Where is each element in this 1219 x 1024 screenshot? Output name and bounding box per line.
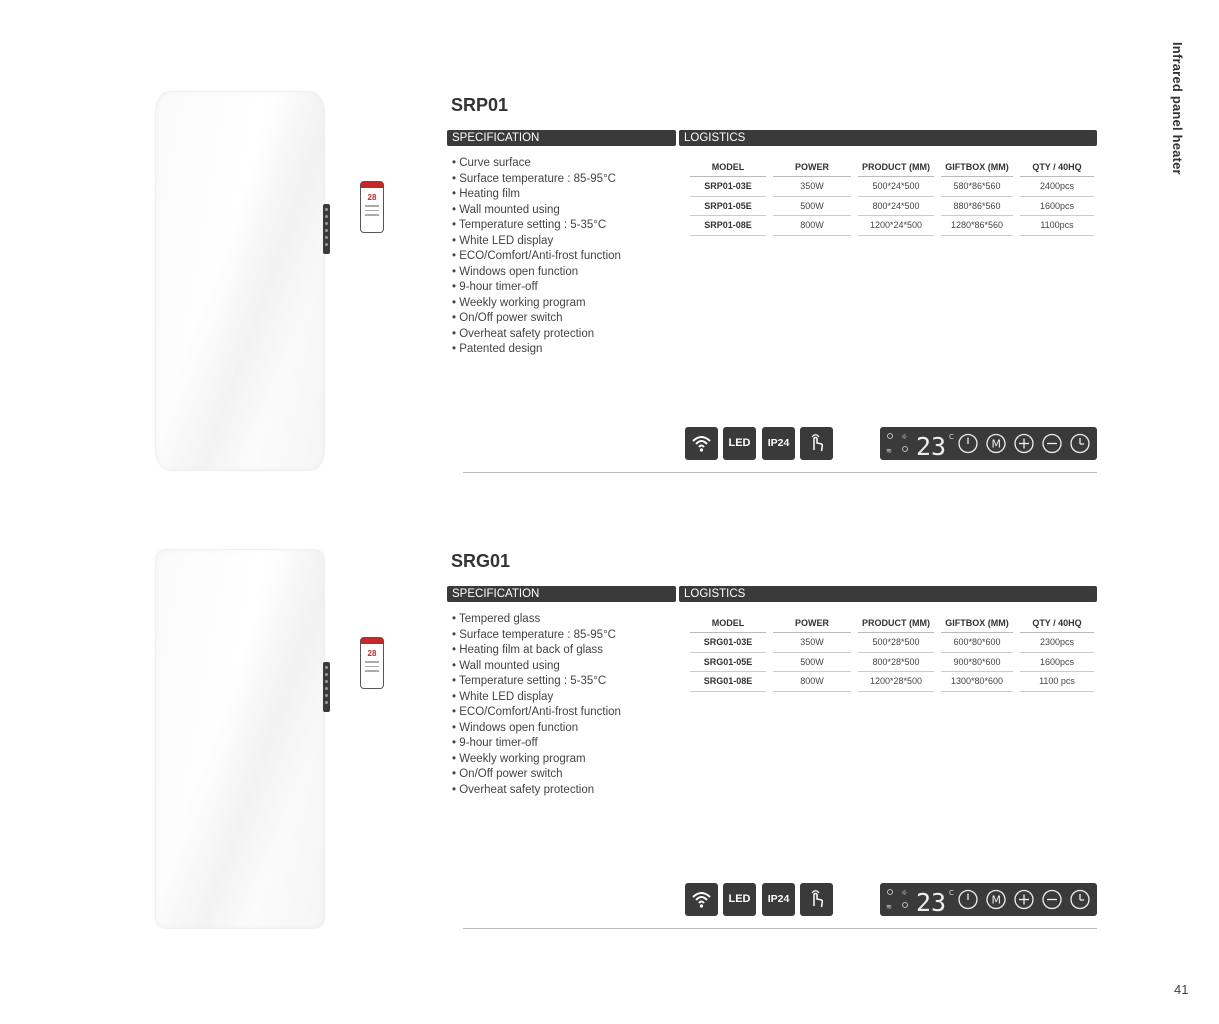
table-cell: SRP01-08E [690, 216, 766, 236]
table-cell: 900*80*600 [941, 653, 1013, 673]
spec-item: • Surface temperature : 85-95°C [452, 172, 621, 188]
spec-item: • On/Off power switch [452, 767, 621, 783]
spec-list [452, 612, 621, 798]
column-header: PRODUCT (MM) [858, 614, 934, 633]
phone-app-icon [360, 637, 384, 689]
table-cell: 800W [773, 672, 851, 692]
heater-image [156, 550, 324, 928]
spec-item: • Temperature setting : 5-35°C [452, 218, 621, 234]
table-cell: 1200*24*500 [858, 216, 934, 236]
spec-item: • 9-hour timer-off [452, 736, 621, 752]
led-badge: LED [723, 427, 756, 460]
model-title: SRP01 [451, 95, 509, 115]
table-row [690, 653, 1094, 673]
spec-item: • Patented design [452, 342, 621, 358]
table-cell: SRG01-03E [690, 633, 766, 653]
column-header: QTY / 40HQ [1020, 614, 1094, 633]
phone-temp: 28 [367, 193, 377, 202]
table-cell: 500W [773, 197, 851, 217]
table-cell: 1300*80*600 [941, 672, 1013, 692]
spec-item: • White LED display [452, 690, 621, 706]
table-cell: 600*80*600 [941, 633, 1013, 653]
svg-text:☼: ☼ [901, 889, 908, 897]
spec-item: • Heating film [452, 187, 621, 203]
spec-item: • Weekly working program [452, 752, 621, 768]
spec-item: • Overheat safety protection [452, 783, 621, 799]
phone-temp: 28 [367, 649, 377, 658]
table-header-row [690, 614, 1094, 633]
table-cell: 800*28*500 [858, 653, 934, 673]
table-cell: SRP01-03E [690, 177, 766, 197]
table-cell: 1280*86*560 [941, 216, 1013, 236]
table-cell: SRG01-08E [690, 672, 766, 692]
table-row [690, 672, 1094, 692]
spec-item: • ECO/Comfort/Anti-frost function [452, 705, 621, 721]
divider [463, 472, 1097, 473]
spec-item: • Curve surface [452, 156, 621, 172]
table-cell: 500*28*500 [858, 633, 934, 653]
spec-item: • Weekly working program [452, 296, 621, 312]
table-cell: 1600pcs [1020, 653, 1094, 673]
model-title: SRG01 [451, 551, 511, 571]
table-cell: 800W [773, 216, 851, 236]
svg-text:C: C [949, 889, 954, 897]
table-cell: 1600pcs [1020, 197, 1094, 217]
spec-item: • Windows open function [452, 265, 621, 281]
table-cell: 2300pcs [1020, 633, 1094, 653]
column-header: GIFTBOX (MM) [941, 614, 1013, 633]
column-header: MODEL [690, 158, 766, 177]
column-header: POWER [773, 614, 851, 633]
spec-item: • Tempered glass [452, 612, 621, 628]
svg-text:≋: ≋ [886, 903, 892, 911]
column-header: POWER [773, 158, 851, 177]
control-panel-image [880, 883, 1097, 916]
spec-item: • White LED display [452, 234, 621, 250]
table-cell: SRG01-05E [690, 653, 766, 673]
table-cell: 350W [773, 633, 851, 653]
svg-text:M: M [991, 437, 1001, 451]
spec-item: • Temperature setting : 5-35°C [452, 674, 621, 690]
spec-item: • Wall mounted using [452, 659, 621, 675]
spec-item: • Overheat safety protection [452, 327, 621, 343]
table-cell: 2400pcs [1020, 177, 1094, 197]
touch-icon [800, 883, 833, 916]
svg-text:≋: ≋ [886, 447, 892, 455]
svg-text:☼: ☼ [901, 433, 908, 441]
svg-text:C: C [949, 433, 954, 441]
spec-item: • Wall mounted using [452, 203, 621, 219]
specification-header: SPECIFICATION [447, 586, 676, 602]
led-badge: LED [723, 883, 756, 916]
ip24-badge: IP24 [762, 883, 795, 916]
table-cell: 500W [773, 653, 851, 673]
specification-header: SPECIFICATION [447, 130, 676, 146]
table-cell: 1200*28*500 [858, 672, 934, 692]
logistics-table [683, 614, 1101, 692]
logistics-header: LOGISTICS [679, 130, 1097, 146]
divider [463, 928, 1097, 929]
ip24-badge: IP24 [762, 427, 795, 460]
panel-display: 23 [916, 888, 947, 916]
spec-item: • 9-hour timer-off [452, 280, 621, 296]
spec-item: • Windows open function [452, 721, 621, 737]
logistics-header: LOGISTICS [679, 586, 1097, 602]
spec-item: • On/Off power switch [452, 311, 621, 327]
table-cell: 880*86*560 [941, 197, 1013, 217]
spec-item: • Heating film at back of glass [452, 643, 621, 659]
page-number: 41 [1174, 982, 1189, 997]
spec-item: • Surface temperature : 85-95°C [452, 628, 621, 644]
svg-text:M: M [991, 893, 1001, 907]
table-cell: 1100pcs [1020, 216, 1094, 236]
spec-item: • ECO/Comfort/Anti-frost function [452, 249, 621, 265]
table-cell: 350W [773, 177, 851, 197]
heater-side-controls [323, 662, 330, 712]
side-title: Infrared panel heater [1170, 42, 1185, 175]
table-cell: 500*24*500 [858, 177, 934, 197]
table-cell: 580*86*560 [941, 177, 1013, 197]
column-header: GIFTBOX (MM) [941, 158, 1013, 177]
column-header: QTY / 40HQ [1020, 158, 1094, 177]
table-cell: 1100 pcs [1020, 672, 1094, 692]
table-row [690, 633, 1094, 653]
table-cell: SRP01-05E [690, 197, 766, 217]
column-header: MODEL [690, 614, 766, 633]
table-cell: 800*24*500 [858, 197, 934, 217]
column-header: PRODUCT (MM) [858, 158, 934, 177]
wifi-icon [685, 883, 718, 916]
panel-display: 23 [916, 432, 947, 460]
